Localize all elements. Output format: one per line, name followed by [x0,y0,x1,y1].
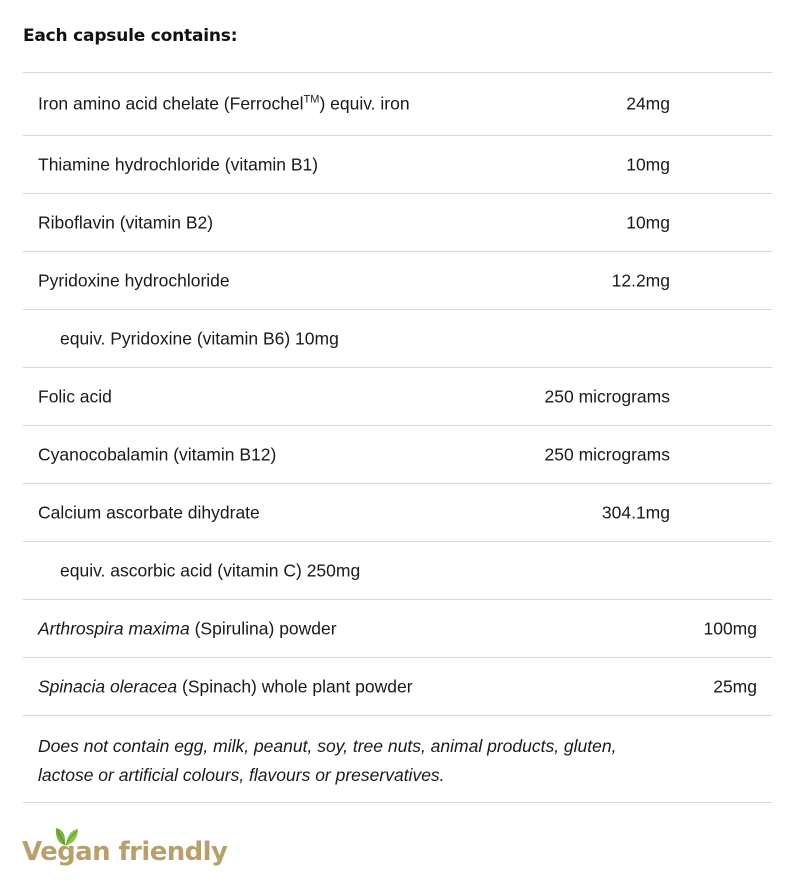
allergen-note-line: Does not contain egg, milk, peanut, soy, tree nuts, animal products, gluten, [38,736,617,756]
ingredient-amount: 304.1mg [601,502,670,522]
ingredient-name: Thiamine hydrochloride (vitamin B1) [38,154,319,174]
ingredients-table [23,72,772,803]
table-row-equivalent [23,309,772,367]
ingredient-name: Arthrospira maxima (Spirulina) powder [38,618,337,638]
table-row [23,193,772,251]
ingredient-equivalent: equiv. Pyridoxine (vitamin B6) 10mg [60,328,339,348]
ingredient-name: Pyridoxine hydrochloride [38,270,230,290]
ingredient-name: Spinacia oleracea (Spinach) whole plant powder [38,676,413,696]
ingredient-amount: 250 micrograms [544,444,670,464]
table-row [23,72,772,135]
latin-name: Spinacia oleracea [38,676,178,696]
ingredient-name: Calcium ascorbate dihydrate [38,502,260,522]
table-row [23,135,772,193]
table-row [23,367,772,425]
ingredient-name: Iron amino acid chelate (Ferrochel™) equiv. iron [38,93,410,114]
allergen-note-line: lactose or artificial colours, flavours or preservatives. [38,765,445,785]
ingredient-amount: 12.2mg [611,270,670,290]
ingredient-amount: 24mg [626,93,670,114]
vegan-friendly-logo [22,824,228,874]
ingredient-amount: 250 micrograms [544,386,670,406]
logo-text: Vegan friendly [22,837,228,867]
table-row [23,483,772,541]
allergen-note [23,715,772,803]
table-row [23,251,772,309]
table-row [23,657,772,715]
table-row [23,599,772,657]
ingredient-amount: 10mg [626,154,670,174]
table-row [23,425,772,483]
ingredient-amount: 100mg [703,618,757,638]
section-heading: Each capsule contains: [23,26,238,46]
table-row-equivalent [23,541,772,599]
ingredient-amount: 10mg [626,212,670,232]
ingredient-equivalent: equiv. ascorbic acid (vitamin C) 250mg [60,560,361,580]
ingredient-name: Riboflavin (vitamin B2) [38,212,214,232]
ingredient-name: Cyanocobalamin (vitamin B12) [38,444,277,464]
ingredient-amount: 25mg [713,676,757,696]
latin-name: Arthrospira maxima [38,618,190,638]
ingredient-name: Folic acid [38,386,112,406]
trademark-mark: TM [303,93,320,106]
